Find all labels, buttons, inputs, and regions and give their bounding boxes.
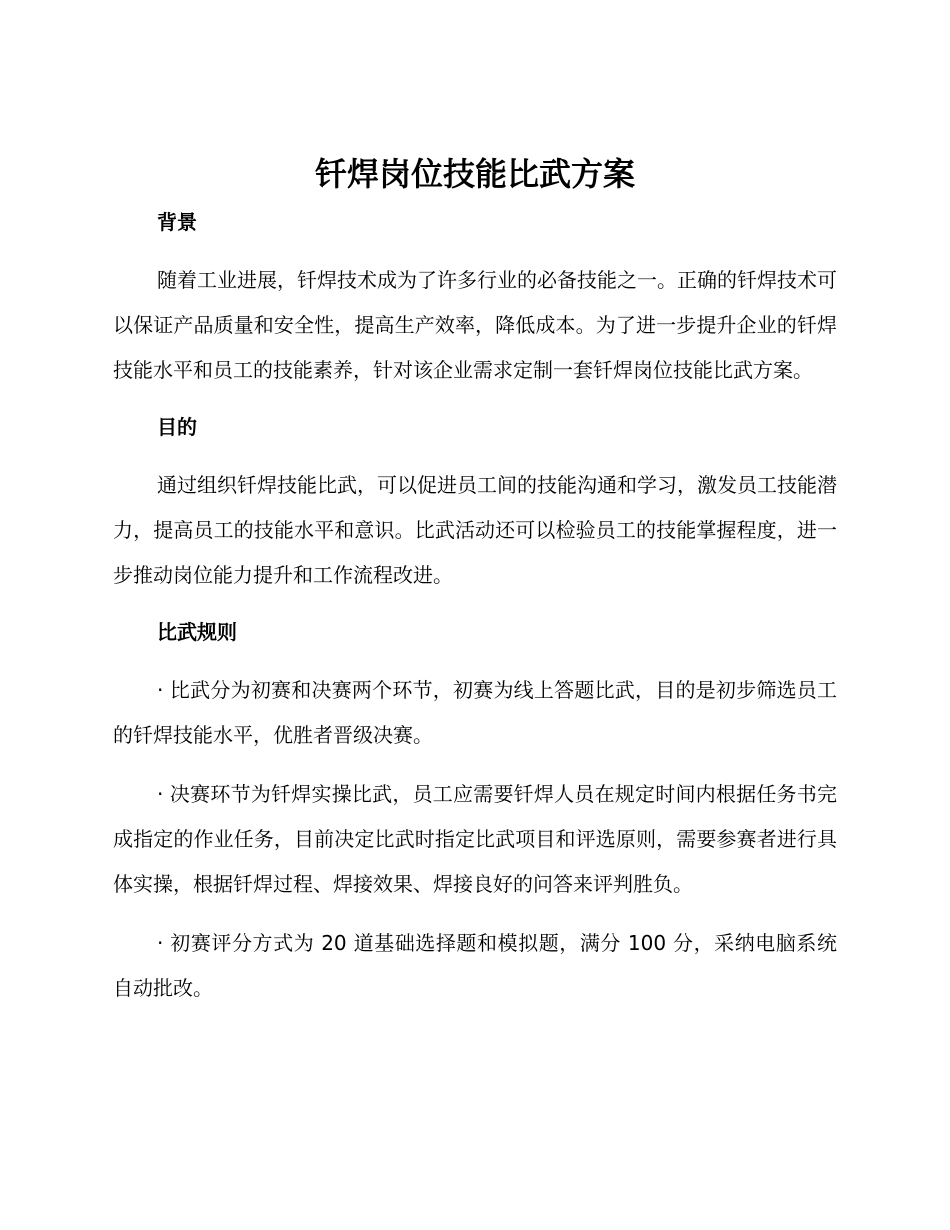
section-heading-background: 背景 bbox=[157, 210, 197, 234]
document-page bbox=[113, 148, 837, 1011]
document-title: 钎焊岗位技能比武方案 bbox=[314, 155, 635, 193]
rule-item-3: · 初赛评分方式为 20 道基础选择题和模拟题，满分 100 分，采纳电脑系统自动批改。 bbox=[113, 931, 837, 1000]
section-heading-rules: 比武规则 bbox=[157, 620, 237, 644]
section-heading-purpose: 目的 bbox=[157, 415, 197, 439]
paragraph-background: 随着工业进展，钎焊技术成为了许多行业的必备技能之一。正确的钎焊技术可以保证产品质量和安全性，提高生产效率，降低成本。为了进一步提升企业的钎焊技能水平和员工的技能素养，针对该企业需求定制一套钎焊岗位技能比武方案。 bbox=[113, 268, 837, 382]
paragraph-purpose: 通过组织钎焊技能比武，可以促进员工间的技能沟通和学习，激发员工技能潜力，提高员工的技能水平和意识。比武活动还可以检验员工的技能掌握程度，进一步推动岗位能力提升和工作流程改进。 bbox=[113, 473, 837, 587]
rule-item-1: · 比武分为初赛和决赛两个环节，初赛为线上答题比武，目的是初步筛选员工的钎焊技能水平，优胜者晋级决赛。 bbox=[113, 678, 837, 747]
rule-item-2: · 决赛环节为钎焊实操比武，员工应需要钎焊人员在规定时间内根据任务书完成指定的作业任务，目前决定比武时指定比武项目和评选原则，需要参赛者进行具体实操，根据钎焊过程、焊接效果、焊接良好的问答来评判胜负。 bbox=[113, 782, 837, 896]
